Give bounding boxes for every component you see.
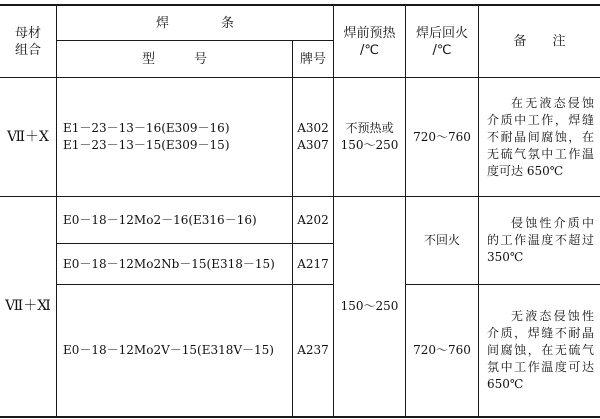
group2-model-1: E0－18－12Mo2－16(E316－16) — [63, 212, 257, 227]
header-base-metal-line2: 组合 — [14, 42, 41, 58]
group1-preheat — [334, 78, 405, 196]
group1-note: 在无液态侵蚀介质中工作，焊缝不耐晶间腐蚀，在无硫气氛中工作温度可达 650℃ — [487, 95, 594, 178]
header-base-metal-line1: 母材 — [14, 25, 41, 41]
group2-model-2: E0－18－12Mo2Nb－15(E318－15) — [63, 256, 275, 271]
group1-brands — [293, 78, 333, 196]
group1-preheat-line2: 150～250 — [340, 138, 399, 152]
group2-brand-1: A202 — [297, 212, 329, 227]
group2-brand-3: A237 — [297, 343, 329, 357]
group2-model-3: E0－18－12Mo2V－15(E318V－15) — [63, 343, 274, 357]
group2-base-metal: Ⅶ＋Ⅺ — [5, 298, 51, 314]
header-electrode: 焊 条 — [155, 15, 234, 31]
group1-model-1: E1－23－13－16(E309－16) — [63, 121, 230, 135]
group1-post-temper: 720～760 — [413, 129, 471, 144]
group1-model-2: E1－23－13－15(E309－15) — [63, 138, 230, 152]
group1-models — [57, 78, 292, 196]
header-post-temper-line2: /℃ — [432, 42, 452, 58]
group2-post-temper-b: 720～760 — [413, 343, 471, 357]
group2-note-b: 无液态侵蚀性介质，焊缝不耐晶间腐蚀，在无硫气氛中工作温度可达 650℃ — [487, 309, 594, 391]
header-brand: 牌号 — [299, 51, 326, 67]
group1-base-metal: Ⅶ＋Ⅹ — [6, 128, 50, 145]
group1-note-cell — [479, 78, 600, 196]
group1-preheat-line1: 不预热或 — [345, 121, 394, 135]
rule-bottom — [0, 416, 600, 418]
group2-post-temper-a: 不回火 — [423, 233, 460, 247]
header-model: 型 号 — [141, 51, 207, 67]
group2-brand-2: A217 — [297, 256, 329, 271]
group2-note-b-cell — [479, 285, 600, 416]
header-preheat-line1: 焊前预热 — [343, 25, 396, 41]
header-preheat-line2: /℃ — [360, 42, 379, 58]
group2-note-a-cell — [479, 197, 600, 284]
group2-note-a: 侵蚀性介质中的工作温度不超过 350℃ — [487, 216, 594, 264]
group2-preheat: 150～250 — [340, 299, 399, 313]
group1-brand-2: A307 — [297, 138, 329, 152]
header-preheat — [334, 6, 405, 77]
header-post-temper-line1: 焊后回火 — [415, 25, 468, 41]
header-post-temper — [406, 6, 478, 77]
header-remarks: 备 注 — [513, 34, 566, 49]
group1-brand-1: A302 — [297, 121, 329, 135]
header-base-metal — [0, 6, 56, 77]
